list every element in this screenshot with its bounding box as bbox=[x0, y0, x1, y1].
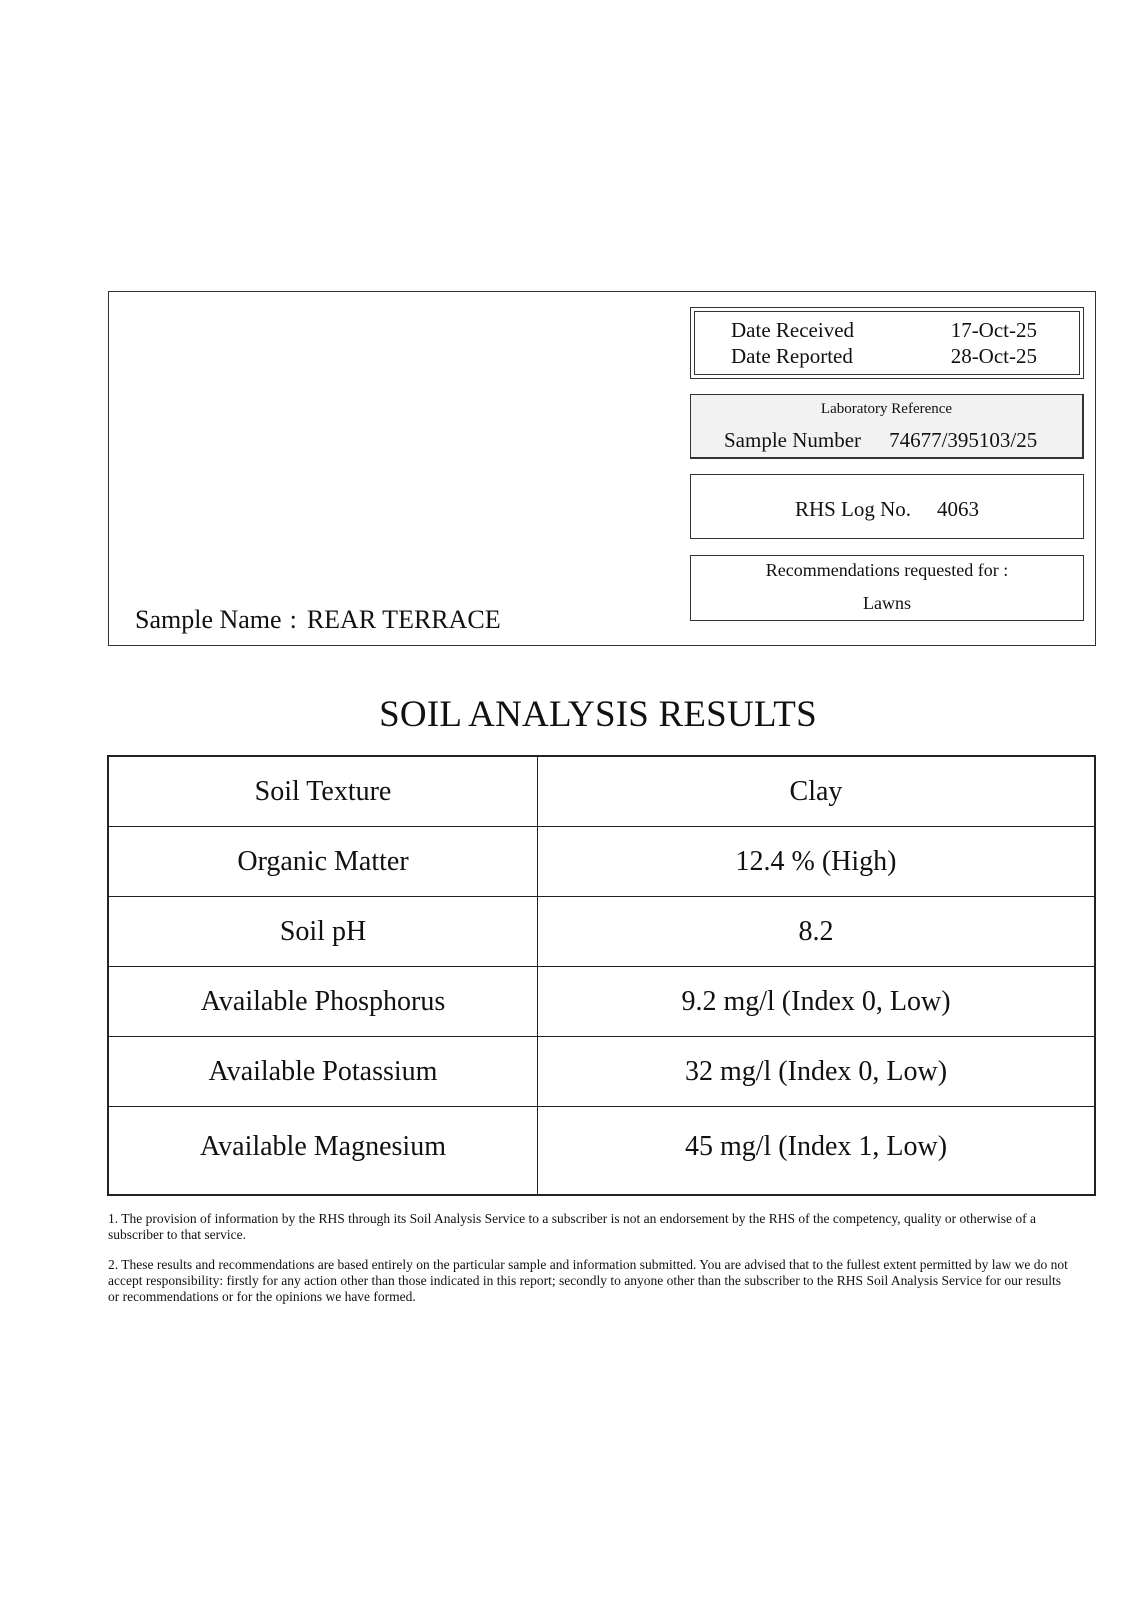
sample-name-label: Sample Name bbox=[135, 605, 282, 634]
date-reported-value: 28-Oct-25 bbox=[950, 344, 1037, 368]
date-received-row bbox=[731, 318, 1037, 343]
table-row bbox=[108, 1107, 1095, 1196]
dates-inner-box bbox=[694, 311, 1080, 375]
sample-name-value: REAR TERRACE bbox=[306, 605, 501, 634]
rhs-log-value: 4063 bbox=[937, 497, 980, 521]
recommendations-value: Lawns bbox=[863, 593, 911, 613]
result-value: 8.2 bbox=[538, 897, 1096, 967]
result-label: Available Potassium bbox=[108, 1037, 538, 1107]
recommendations-label: Recommendations requested for : bbox=[765, 560, 1009, 580]
dates-box bbox=[690, 307, 1084, 379]
recommendations-box bbox=[690, 555, 1084, 621]
date-received-label: Date Received bbox=[731, 318, 855, 342]
table-row bbox=[108, 967, 1095, 1037]
sample-number-row bbox=[724, 428, 1037, 453]
table-row bbox=[108, 897, 1095, 967]
result-label: Available Phosphorus bbox=[108, 967, 538, 1037]
date-reported-label: Date Reported bbox=[731, 344, 853, 368]
result-label: Organic Matter bbox=[108, 827, 538, 897]
table-row bbox=[108, 756, 1095, 827]
result-label: Soil pH bbox=[108, 897, 538, 967]
lab-reference-title: Laboratory Reference bbox=[820, 401, 953, 417]
result-value: 45 mg/l (Index 1, Low) bbox=[538, 1107, 1096, 1196]
date-received-value: 17-Oct-25 bbox=[950, 318, 1037, 342]
date-reported-row bbox=[731, 344, 1037, 369]
sample-name bbox=[135, 605, 501, 635]
disclaimer-note: 1. The provision of information by the RHS through its Soil Analysis Service to a subscriber is not an endorsement by the RHS of the competency, quality or otherwise of a subscriber to that service. bbox=[108, 1211, 1036, 1242]
disclaimer-note: 2. These results and recommendations are based entirely on the particular sample and information submitted. You are advised that to the fullest extent permitted by law we do not accept responsibility: firstly for any action other than those indicated in this report; secondly to anyone other than the subscriber to the RHS Soil Analysis Service for our results or recommendations or for the opinions we have formed. bbox=[108, 1257, 1068, 1304]
table-row bbox=[108, 827, 1095, 897]
lab-reference-box bbox=[690, 394, 1084, 459]
disclaimer-notes bbox=[108, 1211, 1068, 1319]
result-label: Soil Texture bbox=[108, 756, 538, 827]
result-value: 12.4 % (High) bbox=[538, 827, 1096, 897]
table-row bbox=[108, 1037, 1095, 1107]
result-label: Available Magnesium bbox=[108, 1107, 538, 1196]
result-value: 32 mg/l (Index 0, Low) bbox=[538, 1037, 1096, 1107]
result-value: 9.2 mg/l (Index 0, Low) bbox=[538, 967, 1096, 1037]
results-table bbox=[107, 755, 1096, 1196]
sample-number-value: 74677/395103/25 bbox=[889, 428, 1038, 452]
rhs-log-label: RHS Log No. bbox=[794, 497, 912, 521]
rhs-log-row bbox=[691, 497, 1083, 522]
sample-number-label: Sample Number bbox=[724, 428, 862, 452]
result-value: Clay bbox=[538, 756, 1096, 827]
rhs-log-box bbox=[690, 474, 1084, 539]
page-title: SOIL ANALYSIS RESULTS bbox=[379, 694, 817, 735]
sample-name-separator: : bbox=[289, 605, 297, 634]
